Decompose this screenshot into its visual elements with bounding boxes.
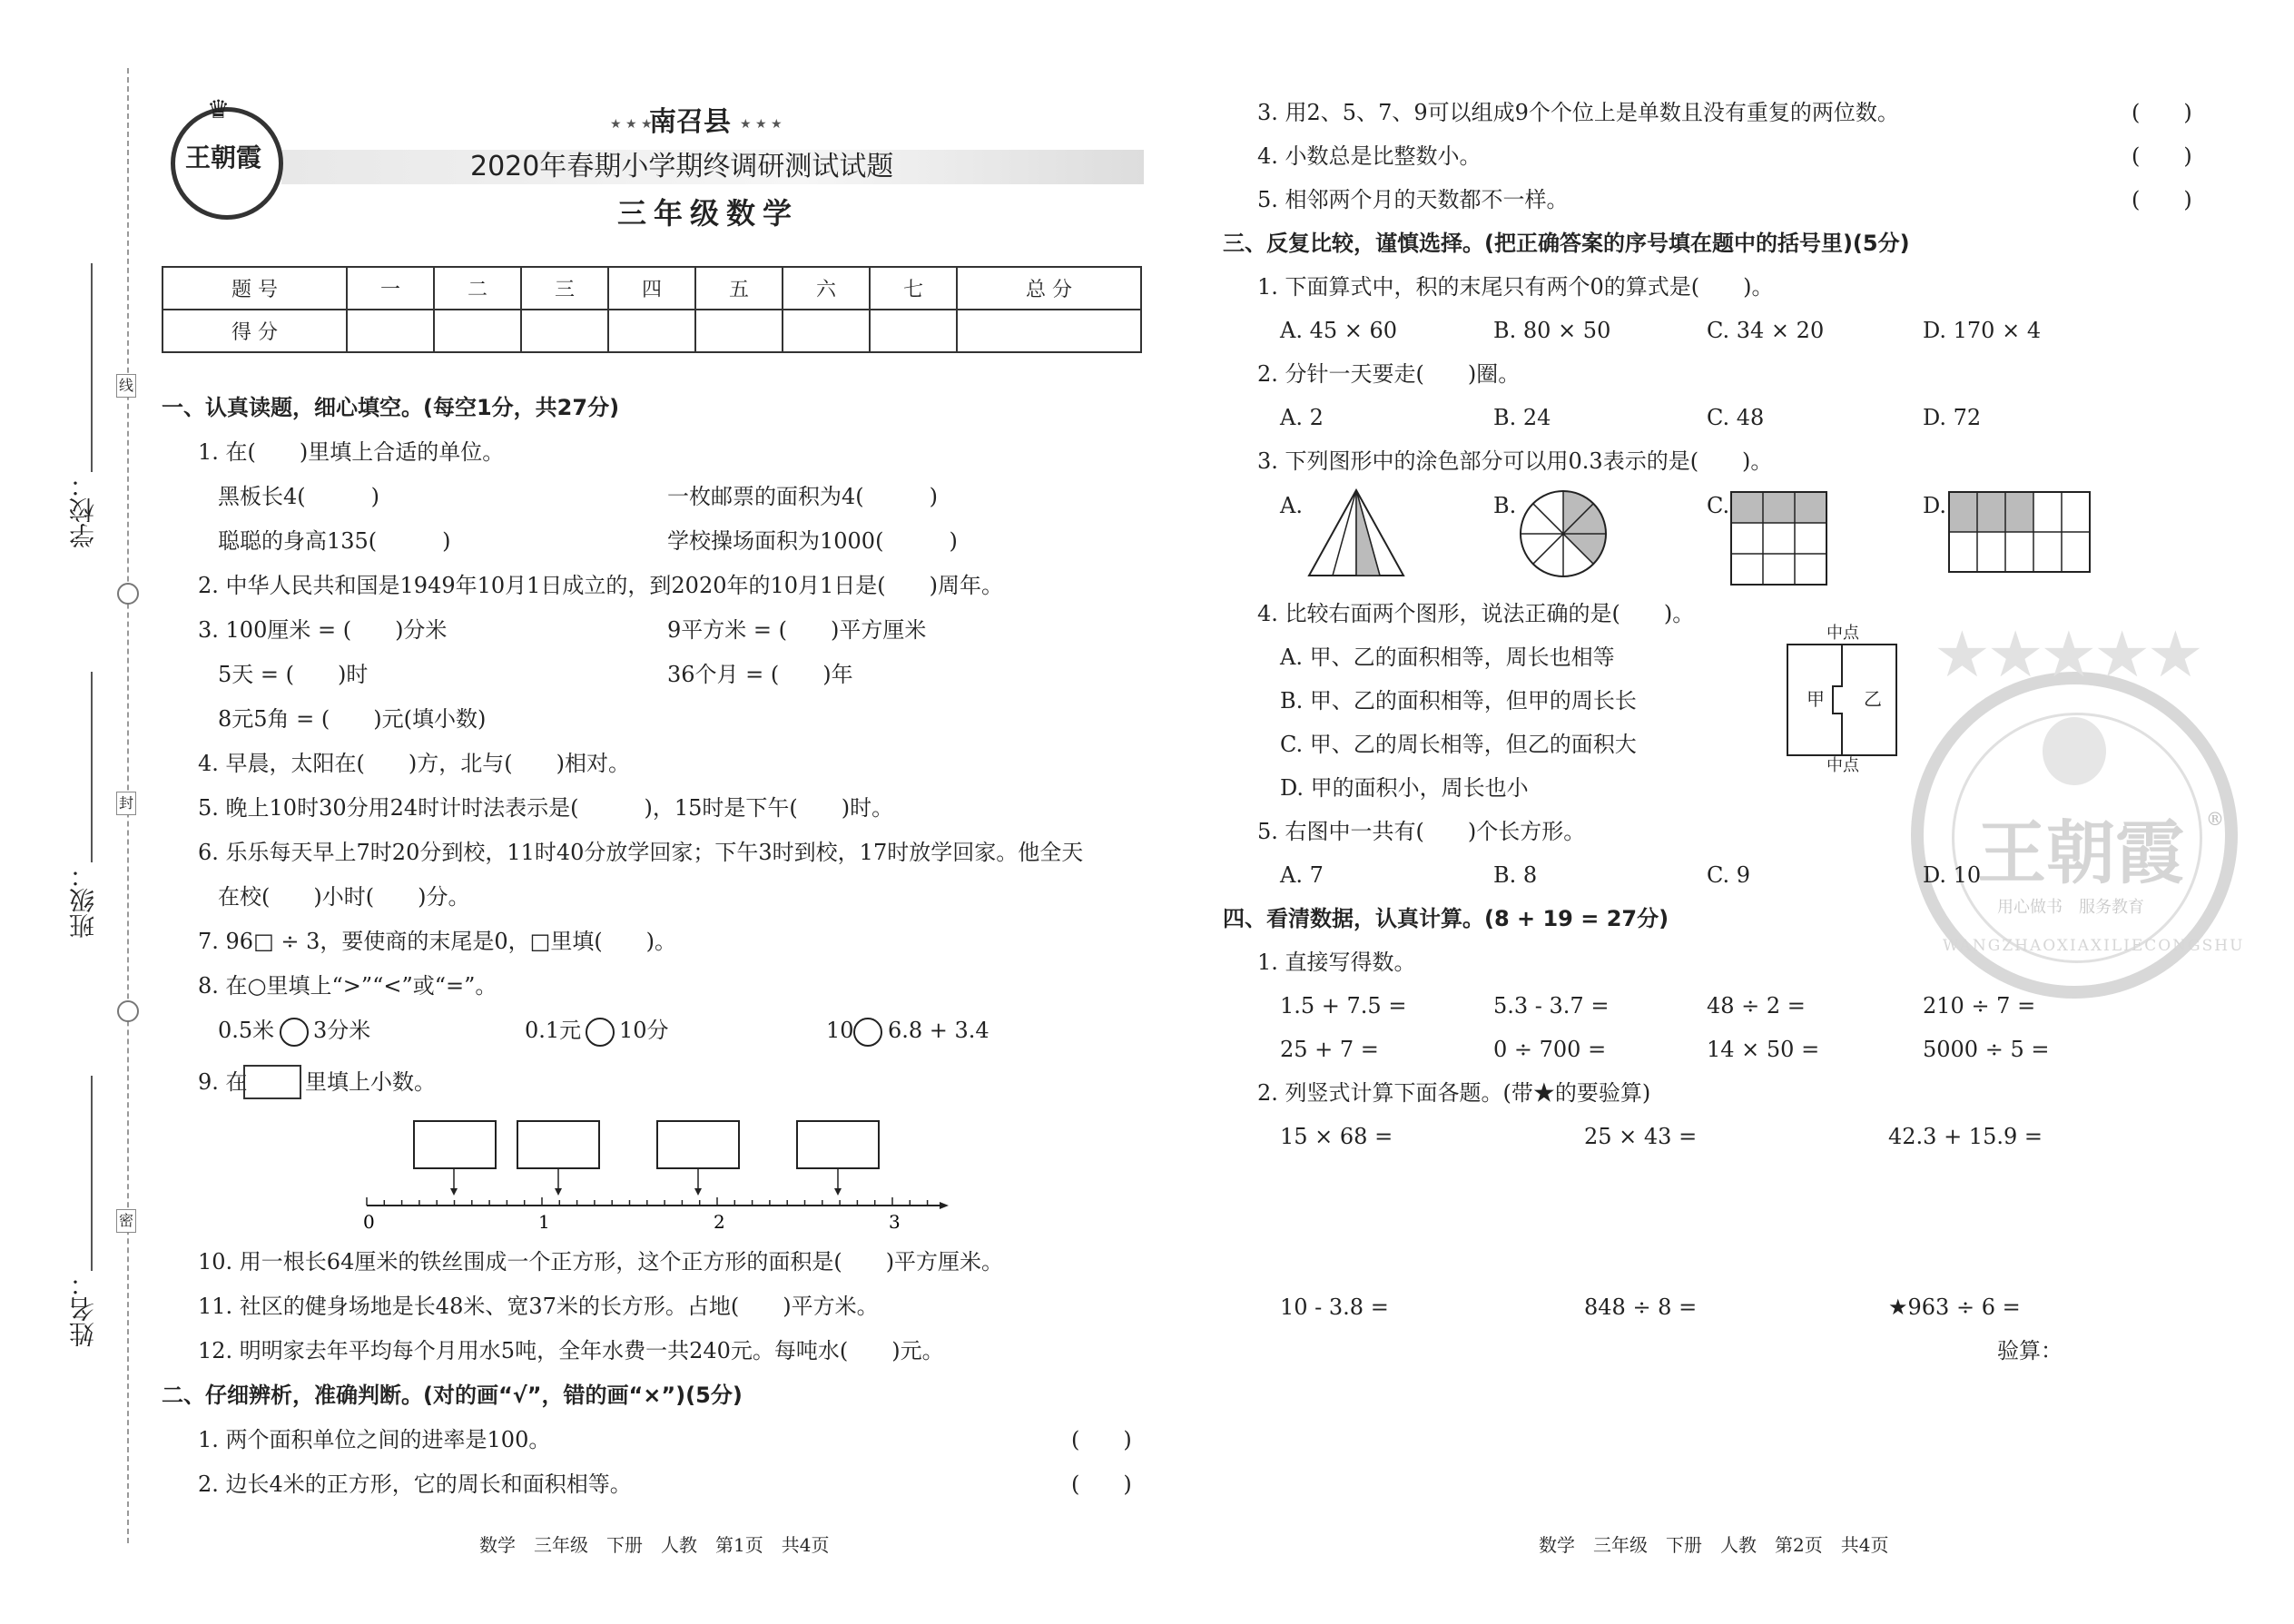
watermark-portrait-icon bbox=[2043, 717, 2106, 785]
question-6a: 6. 乐乐每天早上7时20分到校，11时40分放学回家；下午3时到校，17时放学回家。他全天 bbox=[198, 840, 1084, 865]
score-cell[interactable] bbox=[783, 310, 870, 352]
question-1b: 一枚邮票的面积为4( ) bbox=[667, 484, 938, 509]
logo-text: 王朝霞 bbox=[184, 143, 261, 172]
split-rectangle-figure bbox=[1784, 643, 1902, 757]
direct-calc-title: 1. 直接写得数。 bbox=[1257, 950, 1416, 975]
judge-3: 3. 用2、5、7、9可以组成9个个位上是单数且没有重复的两位数。 bbox=[1257, 100, 1899, 125]
vertical-calc-item: 25 × 43 = bbox=[1584, 1124, 1698, 1149]
choice-4-option: A. 甲、乙的面积相等，周长也相等 bbox=[1280, 645, 1615, 670]
score-header-cell: 四 bbox=[608, 267, 695, 310]
question-3d: 36个月 = ( )年 bbox=[667, 662, 853, 687]
score-header-cell: 总 分 bbox=[957, 267, 1141, 310]
question-3b: 9平方米 = ( )平方厘米 bbox=[667, 617, 927, 643]
score-table bbox=[162, 266, 1142, 353]
choice-3-option: A. bbox=[1280, 493, 1303, 518]
question-9-prefix: 9. 在 bbox=[198, 1069, 248, 1095]
judge-2-answer[interactable]: ( ) bbox=[1071, 1471, 1132, 1497]
vertical-calc-item: 10 - 3.8 = bbox=[1280, 1294, 1389, 1320]
triangle-figure bbox=[1305, 488, 1407, 579]
judge-4-answer[interactable]: ( ) bbox=[2132, 143, 2192, 169]
choice-3-option: C. bbox=[1707, 493, 1730, 518]
q8-a-right: 3分米 bbox=[313, 1018, 371, 1043]
score-cell[interactable] bbox=[957, 310, 1141, 352]
direct-calc-item: 14 × 50 = bbox=[1707, 1037, 1820, 1062]
question-3e: 8元5角 = ( )元(填小数) bbox=[218, 706, 487, 732]
tick-label: 2 bbox=[714, 1211, 725, 1233]
choice-4: 4. 比较右面两个图形，说法正确的是( )。 bbox=[1257, 601, 1695, 626]
choice-2-option: B. 24 bbox=[1493, 405, 1551, 430]
page-1-footer: 数学 三年级 下册 人教 第1页 共4页 bbox=[479, 1534, 830, 1556]
compare-circle[interactable] bbox=[586, 1018, 615, 1047]
choice-1-option: A. 45 × 60 bbox=[1280, 318, 1398, 343]
tick-label: 3 bbox=[889, 1211, 901, 1233]
question-10: 10. 用一根长64厘米的铁丝围成一个正方形，这个正方形的面积是( )平方厘米。 bbox=[198, 1249, 1004, 1275]
name-label: 姓名： bbox=[68, 1271, 98, 1347]
score-table-score-row bbox=[162, 310, 1141, 352]
direct-calc-item: 5000 ÷ 5 = bbox=[1923, 1037, 2050, 1062]
choice-2-option: A. 2 bbox=[1280, 405, 1324, 430]
score-cell[interactable] bbox=[434, 310, 521, 352]
section-2-title: 二、仔细辨析，准确判断。(对的画“√”，错的画“×”)(5分) bbox=[162, 1383, 743, 1408]
question-1c: 聪聪的身高135( ) bbox=[218, 528, 451, 554]
question-8: 8. 在○里填上“>”“<”或“=”。 bbox=[198, 973, 497, 999]
answer-box-inline[interactable] bbox=[243, 1065, 301, 1099]
score-cell[interactable] bbox=[521, 310, 608, 352]
watermark-slogan: 用心做书 服务教育 bbox=[1997, 898, 2144, 917]
question-12: 12. 明明家去年平均每个月用水5吨，全年水费一共240元。每吨水( )元。 bbox=[198, 1338, 944, 1363]
watermark-name: 王朝霞 bbox=[1977, 812, 2184, 893]
question-1a: 黑板长4( ) bbox=[218, 484, 379, 509]
choice-5: 5. 右图中一共有( )个长方形。 bbox=[1257, 819, 1586, 844]
question-6b: 在校( )小时( )分。 bbox=[218, 884, 470, 910]
county-name: 南召县 bbox=[649, 106, 731, 138]
choice-3-option: D. bbox=[1923, 493, 1947, 518]
choice-1-option: B. 80 × 50 bbox=[1493, 318, 1611, 343]
question-11: 11. 社区的健身场地是长48米、宽37米的长方形。占地( )平方米。 bbox=[198, 1294, 879, 1319]
judge-2: 2. 边长4米的正方形，它的周长和面积相等。 bbox=[198, 1471, 632, 1497]
vertical-calc-item: ★963 ÷ 6 = bbox=[1888, 1294, 2021, 1320]
logo-crown-icon: ♛ bbox=[207, 94, 231, 124]
question-2: 2. 中华人民共和国是1949年10月1日成立的，到2020年的10月1日是( )周年。 bbox=[198, 573, 1004, 598]
score-cell[interactable] bbox=[695, 310, 783, 352]
number-line-box bbox=[657, 1121, 739, 1168]
number-line-box bbox=[797, 1121, 879, 1168]
score-cell[interactable] bbox=[608, 310, 695, 352]
question-1d: 学校操场面积为1000( ) bbox=[667, 528, 958, 554]
tick-label: 0 bbox=[363, 1211, 375, 1233]
choice-5-option: B. 8 bbox=[1493, 862, 1538, 888]
question-7: 7. 96□ ÷ 3，要使商的末尾是0，□里填( )。 bbox=[198, 929, 677, 954]
score-header-cell: 六 bbox=[783, 267, 870, 310]
binding-hole-bottom bbox=[117, 1000, 139, 1022]
choice-5-option: D. 10 bbox=[1923, 862, 1982, 888]
section-4-title: 四、看清数据，认真计算。(8 + 19 = 27分) bbox=[1223, 906, 1669, 931]
school-label: 学校： bbox=[68, 472, 98, 548]
direct-calc-item: 0 ÷ 700 = bbox=[1493, 1037, 1607, 1062]
binding-seal-char: 封 bbox=[116, 792, 136, 815]
binding-line-char: 线 bbox=[116, 374, 136, 398]
question-5: 5. 晚上10时30分用24时计时法表示是( )，15时是下午( )时。 bbox=[198, 795, 894, 821]
direct-calc-item: 48 ÷ 2 = bbox=[1707, 993, 1806, 1019]
score-header-cell: 一 bbox=[347, 267, 434, 310]
score-cell[interactable] bbox=[347, 310, 434, 352]
number-line-diagram bbox=[354, 1112, 953, 1235]
direct-calc-item: 210 ÷ 7 = bbox=[1923, 993, 2036, 1019]
vertical-calc-item: 848 ÷ 8 = bbox=[1584, 1294, 1698, 1320]
choice-3-option: B. bbox=[1493, 493, 1517, 518]
choice-5-option: A. 7 bbox=[1280, 862, 1324, 888]
question-1: 1. 在( )里填上合适的单位。 bbox=[198, 439, 505, 465]
choice-2: 2. 分针一天要走( )圈。 bbox=[1257, 361, 1521, 387]
judge-1-answer[interactable]: ( ) bbox=[1071, 1427, 1132, 1452]
q8-c-left: 10 bbox=[826, 1018, 854, 1043]
q8-b-right: 10分 bbox=[619, 1018, 669, 1043]
question-4: 4. 早晨，太阳在( )方，北与( )相对。 bbox=[198, 751, 630, 776]
judge-4: 4. 小数总是比整数小。 bbox=[1257, 143, 1482, 169]
judge-3-answer[interactable]: ( ) bbox=[2132, 100, 2192, 125]
vertical-calc-title: 2. 列竖式计算下面各题。(带★的要验算) bbox=[1257, 1080, 1651, 1106]
question-3a: 3. 100厘米 = ( )分米 bbox=[198, 617, 448, 643]
watermark-stars-icon: ★★★★★ bbox=[1934, 617, 2200, 692]
watermark-registered: ® bbox=[2206, 808, 2224, 830]
choice-4-option: B. 甲、乙的面积相等，但甲的周长长 bbox=[1280, 688, 1637, 714]
vertical-calc-item: 42.3 + 15.9 = bbox=[1888, 1124, 2043, 1149]
question-3c: 5天 = ( )时 bbox=[218, 662, 369, 687]
score-header-cell: 七 bbox=[870, 267, 957, 310]
class-label: 班级： bbox=[68, 862, 98, 939]
jia-label: 甲 bbox=[1807, 688, 1825, 710]
name-line bbox=[91, 1076, 93, 1271]
school-line bbox=[91, 263, 93, 472]
choice-1-option: C. 34 × 20 bbox=[1707, 318, 1825, 343]
grid-figure-c bbox=[1729, 490, 1829, 590]
choice-2-option: D. 72 bbox=[1923, 405, 1982, 430]
direct-calc-item: 25 + 7 = bbox=[1280, 1037, 1379, 1062]
choice-4-option: D. 甲的面积小，周长也小 bbox=[1280, 775, 1529, 801]
midpoint-top-label: 中点 bbox=[1826, 624, 1859, 643]
score-header-cell: 题 号 bbox=[162, 267, 347, 310]
county-stars-left: ★ ★ ★ bbox=[610, 117, 653, 132]
direct-calc-item: 5.3 - 3.7 = bbox=[1493, 993, 1610, 1019]
score-header-cell: 五 bbox=[695, 267, 783, 310]
verification-label: 验算： bbox=[1997, 1338, 2063, 1363]
direct-calc-item: 1.5 + 7.5 = bbox=[1280, 993, 1407, 1019]
midpoint-bottom-label: 中点 bbox=[1826, 756, 1859, 775]
class-line bbox=[91, 672, 93, 862]
number-line-box bbox=[517, 1121, 599, 1168]
section-1-title: 一、认真读题，细心填空。(每空1分，共27分) bbox=[162, 395, 620, 420]
judge-5: 5. 相邻两个月的天数都不一样。 bbox=[1257, 187, 1569, 212]
circle-figure bbox=[1518, 488, 1609, 579]
grid-figure-d bbox=[1947, 490, 2092, 576]
choice-3: 3. 下列图形中的涂色部分可以用0.3表示的是( )。 bbox=[1257, 448, 1773, 474]
number-line-box bbox=[414, 1121, 496, 1168]
q8-a-left: 0.5米 bbox=[218, 1018, 275, 1043]
choice-1-option: D. 170 × 4 bbox=[1923, 318, 2042, 343]
q8-b-left: 0.1元 bbox=[525, 1018, 582, 1043]
watermark-pinyin: WANGZHAOXIAXILIECONGSHU bbox=[1943, 937, 2245, 955]
county-stars-right: ★ ★ ★ bbox=[740, 117, 783, 132]
judge-1: 1. 两个面积单位之间的进率是100。 bbox=[198, 1427, 551, 1452]
exam-title: 2020年春期小学期终调研测试试题 bbox=[470, 151, 894, 182]
score-label-cell: 得 分 bbox=[162, 310, 347, 352]
choice-4-option: C. 甲、乙的周长相等，但乙的面积大 bbox=[1280, 732, 1637, 757]
score-cell[interactable] bbox=[870, 310, 957, 352]
choice-1: 1. 下面算式中，积的末尾只有两个0的算式是( )。 bbox=[1257, 274, 1774, 300]
judge-5-answer[interactable]: ( ) bbox=[2132, 187, 2192, 212]
question-9-suffix: 里填上小数。 bbox=[305, 1069, 436, 1095]
yi-label: 乙 bbox=[1864, 688, 1882, 710]
vertical-calc-item: 15 × 68 = bbox=[1280, 1124, 1393, 1149]
page-2-footer: 数学 三年级 下册 人教 第2页 共4页 bbox=[1539, 1534, 1889, 1556]
choice-2-option: C. 48 bbox=[1707, 405, 1765, 430]
section-3-title: 三、反复比较，谨慎选择。(把正确答案的序号填在题中的括号里)(5分) bbox=[1223, 231, 1910, 256]
compare-circle[interactable] bbox=[280, 1018, 309, 1047]
binding-secret-char: 密 bbox=[116, 1209, 136, 1233]
tick-label: 1 bbox=[538, 1211, 550, 1233]
choice-5-option: C. 9 bbox=[1707, 862, 1751, 888]
score-header-cell: 二 bbox=[434, 267, 521, 310]
score-header-cell: 三 bbox=[521, 267, 608, 310]
binding-hole-top bbox=[117, 583, 139, 605]
exam-subtitle: 三年级数学 bbox=[617, 196, 800, 231]
score-table-header-row bbox=[162, 267, 1141, 310]
compare-circle[interactable] bbox=[853, 1018, 882, 1047]
q8-c-right: 6.8 + 3.4 bbox=[888, 1018, 989, 1043]
